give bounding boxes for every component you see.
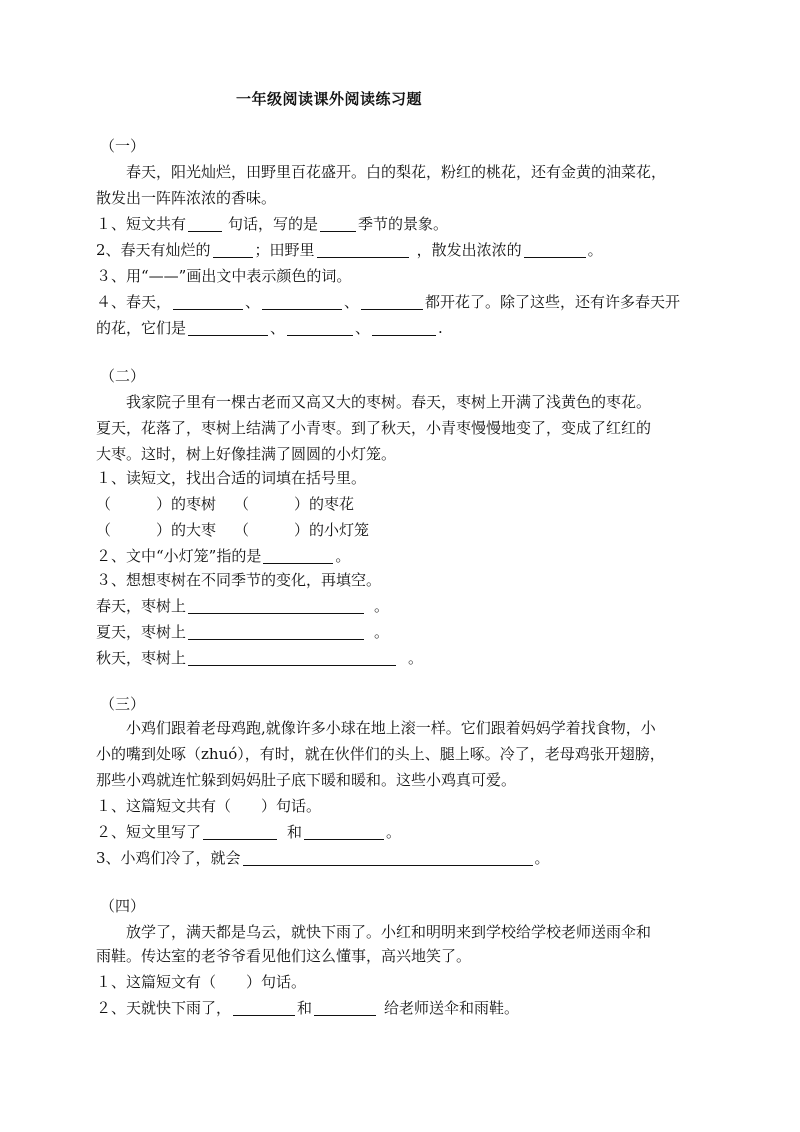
s3-q3-blank[interactable] [243,849,533,866]
s2-autumn-row [96,648,423,668]
s4-q2-text-c: 给老师送伞和雨鞋。 [384,999,520,1017]
s1-q2-text-d: 。 [587,241,603,259]
s3-question-3 [96,848,550,868]
s3-q2-text-c: 。 [386,823,402,841]
s1-q1-text-c: 季节的景象。 [358,215,449,233]
s2-summer-row [96,622,389,642]
s1-q4-sep-2: 、 [344,293,360,311]
s3-passage-line-3: 那些小鸡就连忙躲到妈妈肚子底下暖和暖和。这些小鸡真可爱。 [96,771,517,789]
s3-q3-text-a: 3、小鸡们冷了，就会 [96,849,241,867]
s1-q4-blank-2[interactable] [262,293,342,310]
s1-q4-text-b: 都开花了。除了这些，还有许多春天开 [425,293,681,311]
s2-passage-line-3: 大枣。这时，树上好像挂满了圆圆的小灯笼。 [96,445,397,463]
s2-summer-blank[interactable] [188,623,364,640]
s1-q2-blank-2[interactable] [317,241,409,258]
s2-spring-blank[interactable] [188,597,364,614]
s2-q2-text-b: 。 [335,547,351,565]
s1-question-3: ３、用“——”画出文中表示颜色的词。 [96,267,352,285]
s2-spring-end: 。 [374,597,390,615]
s1-q4-blank-3[interactable] [361,293,423,310]
s2-summer-label: 夏天，枣树上 [96,623,187,641]
s2-q2-blank[interactable] [263,547,333,564]
section-3-heading: （三） [100,695,146,713]
s1-q4-sep-3: 、 [270,319,286,337]
s3-passage-line-1: 小鸡们跟着老母鸡跑,就像许多小球在地上滚一样。它们跟着妈妈学着找食物，小 [126,719,656,737]
s1-q2-text-c: ，散发出浓浓的 [416,241,522,259]
s4-q2-text-b: 和 [297,999,313,1017]
s3-q3-text-b: 。 [534,849,550,867]
s2-passage-line-1: 我家院子里有一棵古老而又高又大的枣树。春天，枣树上开满了浅黄色的枣花。 [126,393,652,411]
s1-passage-line-1: 春天，阳光灿烂，田野里百花盛开。白的梨花，粉红的桃花，还有金黄的油菜花， [126,163,667,181]
section-4-heading: （四） [100,897,146,915]
s1-q1-blank-1[interactable] [188,215,222,232]
s2-summer-end: 。 [374,623,390,641]
s4-q2-text-a: ２、天就快下雨了， [96,999,232,1017]
page-title: 一年级阅读课外阅读练习题 [236,90,423,108]
s2-question-2 [96,546,350,566]
s1-q4-blank-1[interactable] [173,293,243,310]
s4-q2-blank-1[interactable] [233,999,295,1016]
s2-passage-line-2: 夏天，花落了，枣树上结满了小青枣。到了秋天，小青枣慢慢地变了，变成了红红的 [96,419,652,437]
s2-question-3: ３、想想枣树在不同季节的变化，再填空。 [96,571,382,589]
s2-bracket-4[interactable]: （ ）的小灯笼 [234,521,370,539]
s4-q2-blank-2[interactable] [314,999,376,1016]
s2-q2-text-a: ２、文中“小灯笼”指的是 [96,547,262,565]
s4-question-1: １、这篇短文有（ ）句话。 [96,973,307,991]
s1-q2-blank-3[interactable] [524,241,586,258]
s2-autumn-end: 。 [408,649,424,667]
s2-bracket-row-2 [96,520,369,540]
s2-bracket-row-1 [96,494,354,514]
s2-autumn-blank[interactable] [188,649,396,666]
s2-autumn-label: 秋天，枣树上 [96,649,187,667]
s1-q2-blank-1[interactable] [213,241,253,258]
s4-passage-line-2: 雨鞋。传达室的老爷爷看见他们这么懂事，高兴地笑了。 [96,947,472,965]
s1-q4-blank-5[interactable] [287,319,353,336]
s1-q4-text-d: . [438,319,443,337]
s1-q1-text-b: 句话，写的是 [228,215,319,233]
s1-question-1 [96,214,448,234]
s4-passage-line-1: 放学了，满天都是乌云，就快下雨了。小红和明明来到学校给学校老师送雨伞和 [126,923,652,941]
s3-q2-blank-1[interactable] [203,823,277,840]
s3-passage-line-2: 小的嘴到处啄（zhuó），有时，就在伙伴们的头上、腿上啄。冷了，老母鸡张开翅膀， [96,745,665,763]
s1-q4-text-c: 的花，它们是 [96,319,187,337]
s3-question-1: １、这篇短文共有（ ）句话。 [96,797,322,815]
s4-question-2 [96,998,519,1018]
s1-question-2 [96,240,603,260]
s2-bracket-2[interactable]: （ ）的枣花 [234,495,355,513]
section-1-heading: （一） [100,137,146,155]
s1-q4-sep-4: 、 [355,319,371,337]
s1-q1-text-a: １、短文共有 [96,215,187,233]
s1-q4-text-a: ４、春天， [96,293,172,311]
s1-q2-text-a: 2、春天有灿烂的 [96,241,211,259]
s3-q2-text-a: ２、短文里写了 [96,823,202,841]
s1-passage-line-2: 散发出一阵阵浓浓的香味。 [96,189,277,207]
s1-q4-blank-4[interactable] [188,319,268,336]
s1-q4-blank-6[interactable] [372,319,436,336]
s3-q2-text-b: 和 [287,823,303,841]
s3-question-2 [96,822,401,842]
s1-question-4 [96,292,680,312]
s3-q2-blank-2[interactable] [304,823,384,840]
s2-bracket-1[interactable]: （ ）的枣树 [96,495,217,513]
s1-q2-text-b: ；田野里 [254,241,315,259]
s1-q1-blank-2[interactable] [320,215,356,232]
s2-spring-row [96,596,389,616]
s2-spring-label: 春天，枣树上 [96,597,187,615]
s1-question-4-cont [96,318,443,338]
section-2-heading: （二） [100,367,146,385]
s2-question-1: １、读短文，找出合适的词填在括号里。 [96,469,367,487]
s1-q4-sep-1: 、 [245,293,261,311]
s2-bracket-3[interactable]: （ ）的大枣 [96,521,217,539]
